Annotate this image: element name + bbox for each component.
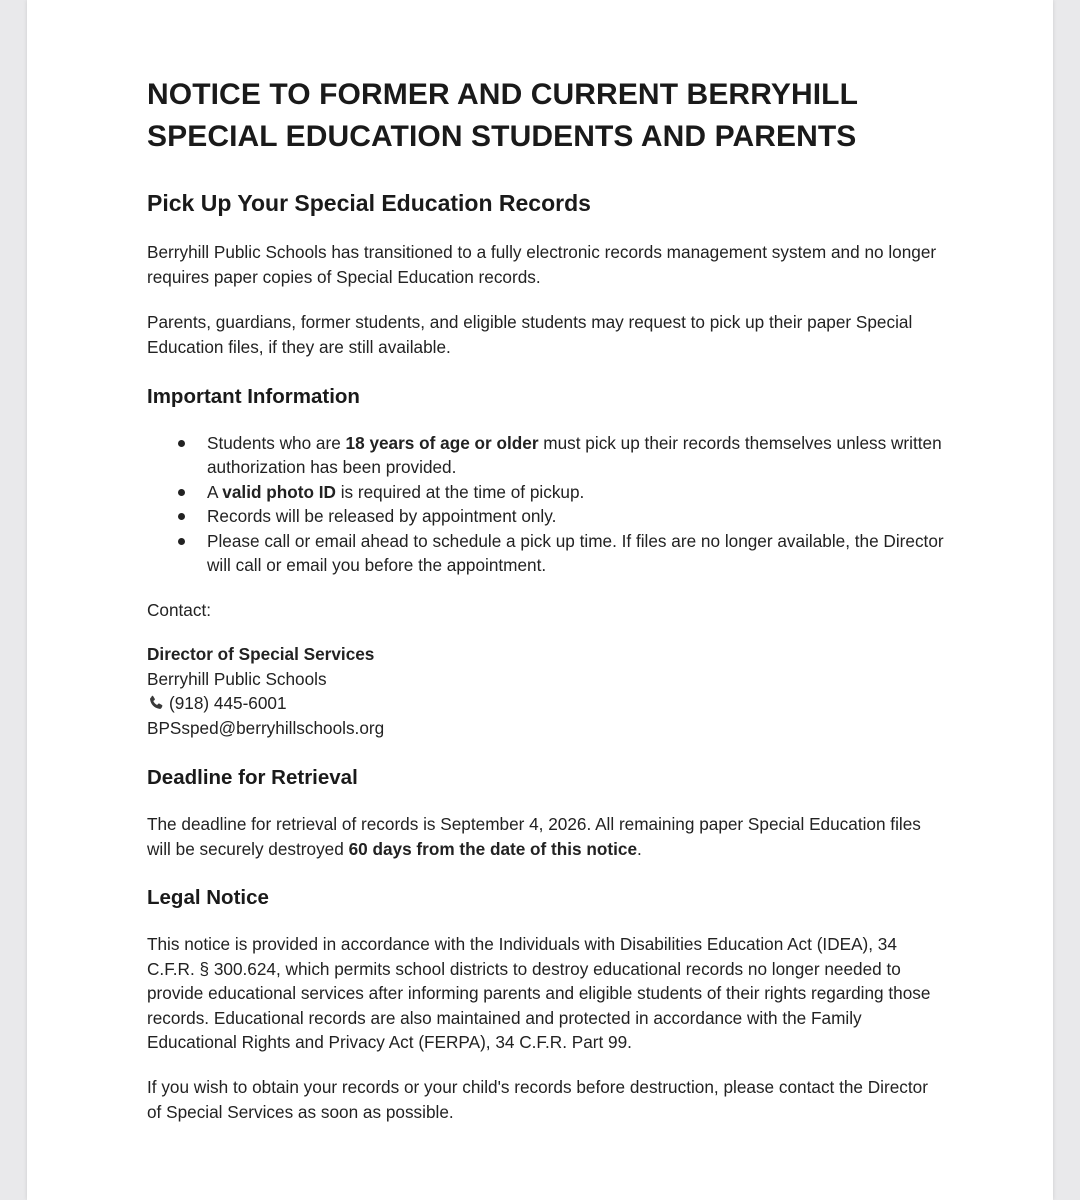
contact-label: Contact: [147,600,212,620]
bullet4-text: Please call or email ahead to schedule a pick up time. If files are no longer available, the Director will call or email you before the appointment. [207,530,944,576]
deadline-text-bold: 60 days from the date of this notice [348,838,638,859]
contact-phone[interactable]: (918) 445-6001 [169,693,287,714]
contact-phone-row [147,691,384,716]
deadline-text-pre: The deadline for retrieval of records is September 4, 2026. All remaining paper Special Education files will be securely destroyed [147,814,921,859]
list-item [147,431,947,480]
bullet2-pre: A [207,481,223,502]
pickup-paragraph-2: Parents, guardians, former students, and eligible students may request to pick up their paper Special Education files, if they are still available. [147,312,913,357]
deadline-heading: Deadline for Retrieval [147,766,358,789]
bullet-dot-icon [178,538,185,545]
bullet1-bold: 18 years of age or older [345,433,539,453]
bullet-dot-icon [178,440,185,447]
notice-title [147,74,947,158]
list-item [147,480,947,504]
legal-paragraph-2: If you wish to obtain your records or your child's records before destruction, please contact the Director of Special Services as soon as possible. [147,1077,928,1122]
bullet2-post: is required at the time of pickup. [335,481,585,502]
list-item [147,529,947,578]
deadline-text-post: . [637,838,642,859]
contact-name: Director of Special Services [147,644,375,664]
bullet2-bold: valid photo ID [222,481,336,502]
phone-icon [147,694,165,712]
important-heading: Important Information [147,385,360,408]
notice-title-line1: NOTICE TO FORMER AND CURRENT BERRYHILL [147,78,859,111]
list-item [147,504,947,528]
contact-email[interactable]: BPSsped@berryhillschools.org [147,717,385,738]
contact-block [147,642,384,740]
document-page [27,0,1053,1200]
bullet-dot-icon [178,489,185,496]
legal-paragraph-1: This notice is provided in accordance with the Individuals with Disabilities Education Act (IDEA), 34 C.F.R. § 300.624, which permits school districts to destroy educational records no longer needed to provide educational services after informing parents and eligible students of their rights regarding those records. Educational records are also maintained and protected in accordance with the Family Educational Rights and Privacy Act (FERPA), 34 C.F.R. Part 99. [147,934,931,1052]
bullet1-post: must pick up their records themselves unless written authorization has been provided. [207,433,942,478]
bullet-dot-icon [178,513,185,520]
pickup-heading: Pick Up Your Special Education Records [147,190,591,216]
important-list [147,431,947,577]
contact-org: Berryhill Public Schools [147,668,327,689]
notice-title-line2: SPECIAL EDUCATION STUDENTS AND PARENTS [147,120,857,153]
deadline-paragraph [147,812,947,861]
bullet1-pre: Students who are [207,433,346,453]
bullet3-text: Records will be released by appointment only. [207,506,557,527]
legal-heading: Legal Notice [147,886,269,909]
pickup-paragraph-1: Berryhill Public Schools has transitioned to a fully electronic records management system and no longer requires paper copies of Special Education records. [147,242,937,287]
